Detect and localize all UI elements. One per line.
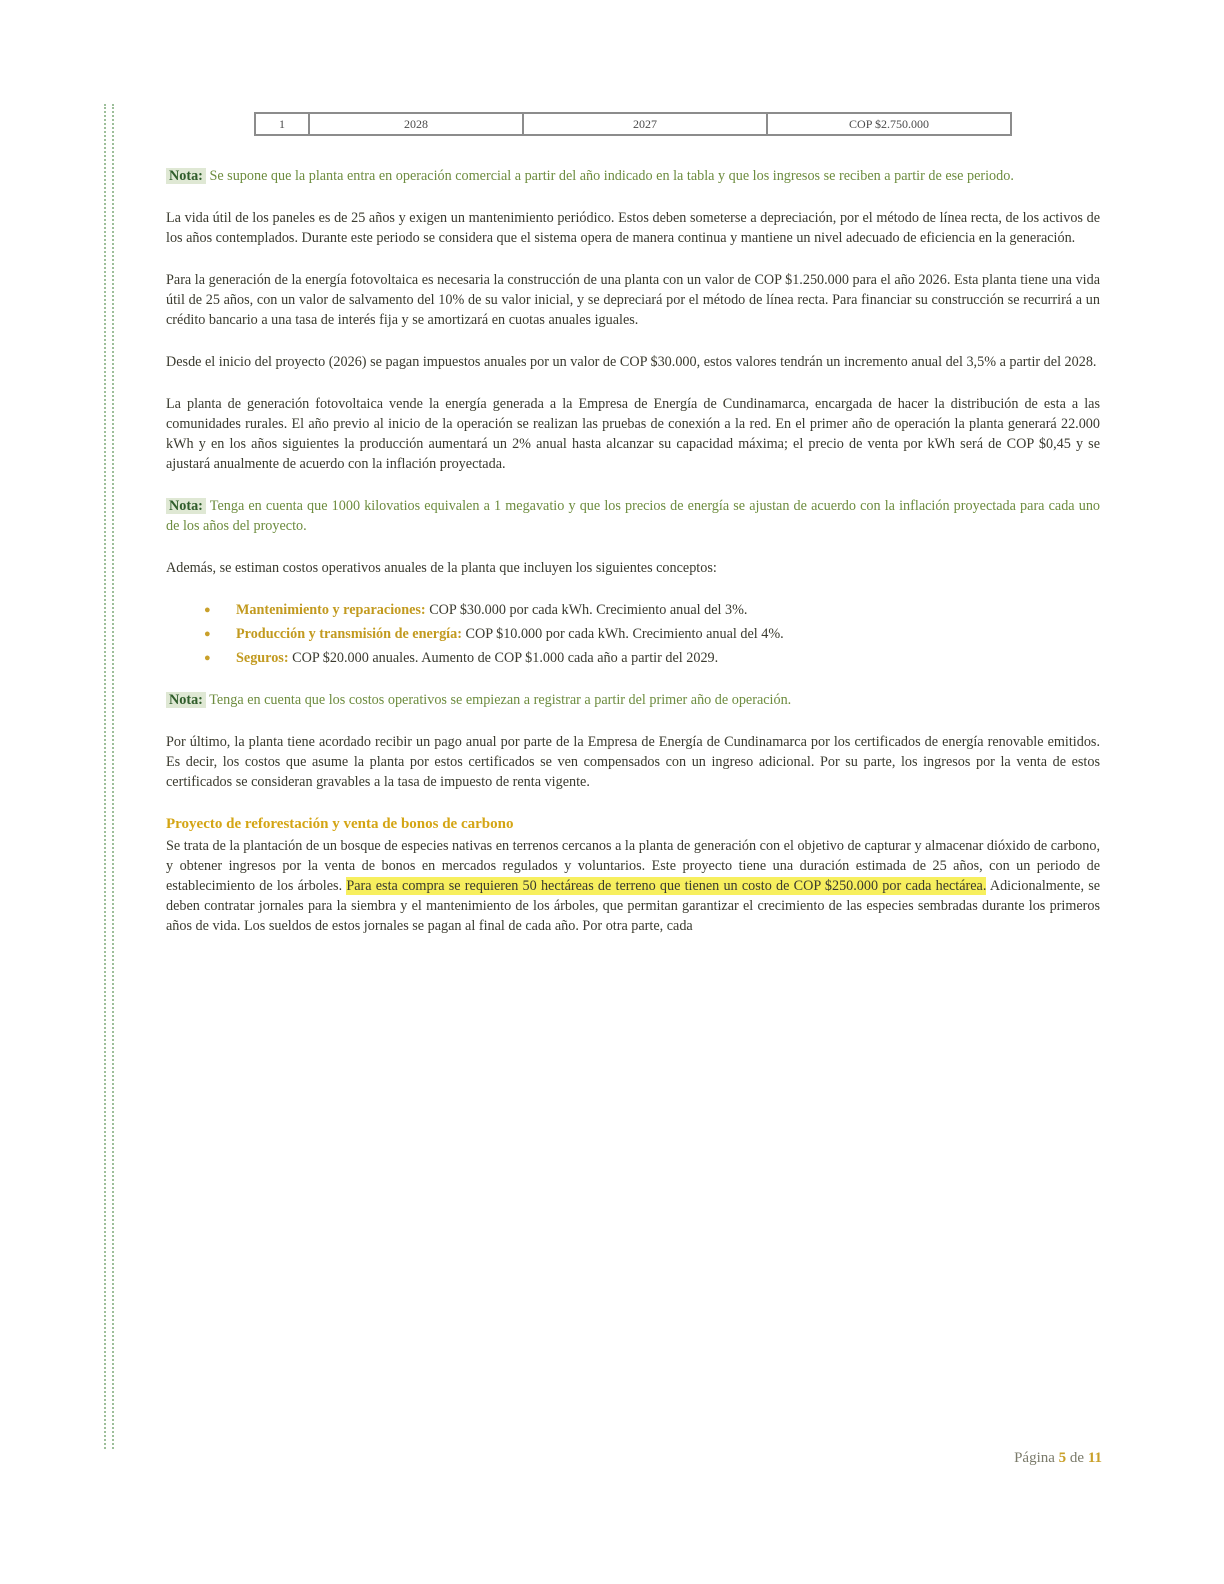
table-cell: 2027 — [523, 113, 767, 135]
bullet-text: COP $20.000 anuales. Aumento de COP $1.000 cada año a partir del 2029. — [288, 650, 719, 666]
left-margin-border — [104, 104, 114, 1449]
list-item — [236, 600, 1100, 620]
list-item — [236, 648, 1100, 668]
current-page: 5 — [1058, 1450, 1067, 1466]
costs-list — [166, 600, 1100, 668]
paragraph: La vida útil de los paneles es de 25 años y exigen un mantenimiento periódico. Estos deben someterse a depreciación, por el método de línea recta, de los activos de los años contemplados. Durante este periodo se considera que el sistema opera de manera continua y mantiene un nivel adecuado de eficiencia en la generación. — [166, 210, 1100, 246]
table-row — [255, 113, 1011, 135]
highlighted-text: Para esta compra se requieren 50 hectáreas de terreno que tienen un costo de COP $250.000 por cada hectárea. — [346, 878, 987, 894]
note-3 — [166, 690, 1100, 710]
table-cell: COP $2.750.000 — [767, 113, 1011, 135]
note-label: Nota: — [166, 168, 206, 184]
paragraph: La planta de generación fotovoltaica vende la energía generada a la Empresa de Energía de Cundinamarca, encargada de hacer la distribución de esta a las comunidades rurales. El año previo al inicio de la operación se realizan las pruebas de conexión a la red. En el primer año de operación la planta generará 22.000 kWh y en los años siguientes la producción aumentará un 2% anual hasta alcanzar su capacidad máxima; el precio de venta por kWh será de COP $0,45 y se ajustará anualmente de acuerdo con la inflación proyectada. — [166, 396, 1100, 472]
total-pages: 11 — [1087, 1450, 1102, 1466]
bullet-title: Seguros: — [236, 650, 289, 666]
costs-intro: Además, se estiman costos operativos anuales de la planta que incluyen los siguientes conceptos: — [166, 560, 717, 576]
paragraph: Para la generación de la energía fotovoltaica es necesaria la construcción de una planta con un valor de COP $1.250.000 para el año 2026. Esta planta tiene una vida útil de 25 años, con un valor de salvamento del 10% de su valor inicial, y se depreciará por el método de línea recta. Para financiar su construcción se recurrirá a un crédito bancario a una tasa de interés fija y se amortizará en cuotas anuales iguales. — [166, 272, 1100, 328]
page-middle: de — [1066, 1450, 1088, 1466]
table-cell: 2028 — [309, 113, 523, 135]
bullet-text: COP $30.000 por cada kWh. Crecimiento anual del 3%. — [425, 602, 748, 618]
bullet-text: COP $10.000 por cada kWh. Crecimiento anual del 4%. — [461, 626, 784, 642]
note-2 — [166, 496, 1100, 536]
document-body — [166, 112, 1100, 936]
bullet-title: Producción y transmisión de energía: — [236, 626, 462, 642]
page-number — [1014, 1450, 1102, 1467]
note-text: Tenga en cuenta que 1000 kilovatios equivalen a 1 megavatio y que los precios de energía se ajustan de acuerdo con la inflación proyectada para cada uno de los años del proyecto. — [166, 498, 1101, 534]
note-1 — [166, 166, 1100, 186]
section-text: Adicionalmente, se deben contratar jornales para la siembra y el mantenimiento de los árboles, que permitan garantizar el crecimiento de las especies sembradas durante los primeros años de vida. Los sueldos de estos jornales se pagan al final de cada año. Por otra parte, cada — [166, 878, 1101, 934]
section-text: Se trata de la plantación de un bosque de especies nativas en terrenos cercanos a la planta de generación con el objetivo de capturar y almacenar dióxido de carbono, y obtener ingresos por la venta de bonos en mercados regulados y voluntarios. Este proyecto tiene una duración estimada de 25 años, con un periodo de establecimiento de los árboles. — [166, 838, 1101, 894]
note-text: Se supone que la planta entra en operación comercial a partir del año indicado en la tabla y que los ingresos se reciben a partir de ese periodo. — [209, 168, 1014, 184]
section-title: Proyecto de reforestación y venta de bonos de carbono — [166, 816, 514, 832]
list-item — [236, 624, 1100, 644]
bullet-title: Mantenimiento y reparaciones: — [236, 602, 426, 618]
note-label: Nota: — [166, 498, 206, 514]
summary-table — [254, 112, 1012, 136]
paragraph: Desde el inicio del proyecto (2026) se pagan impuestos anuales por un valor de COP $30.000, estos valores tendrán un incremento anual del 3,5% a partir del 2028. — [166, 354, 1097, 370]
table-cell: 1 — [255, 113, 309, 135]
page-prefix: Página — [1014, 1450, 1059, 1466]
note-text: Tenga en cuenta que los costos operativos se empiezan a registrar a partir del primer año de operación. — [209, 692, 792, 708]
section-paragraph — [166, 836, 1100, 936]
paragraph: Por último, la planta tiene acordado recibir un pago anual por parte de la Empresa de Energía de Cundinamarca por los certificados de energía renovable emitidos. Es decir, los costos que asume la planta por estos certificados se ven compensados con un ingreso adicional. Por su parte, los ingresos por la venta de estos certificados se consideran gravables a la tasa de impuesto de renta vigente. — [166, 734, 1100, 790]
note-label: Nota: — [166, 692, 206, 708]
